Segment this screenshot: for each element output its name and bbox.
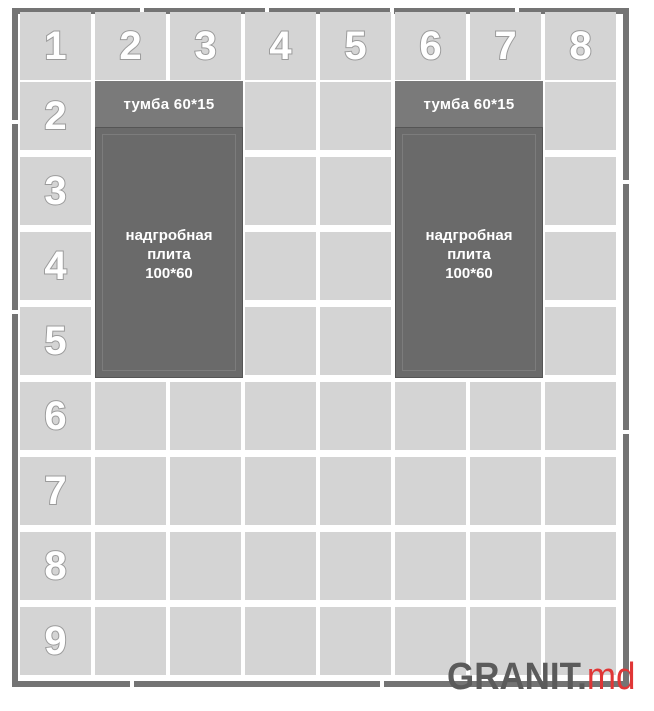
right-slab-label-line1: надгробная [425,227,513,244]
left-tombstone-slab [95,127,243,378]
floor-tile [545,382,616,450]
floor-tile [320,607,391,675]
row-number-9: 9 [44,618,67,663]
left-pedestal-header [95,81,243,127]
row-number-7: 7 [44,468,67,513]
right-tombstone-slab [395,127,543,378]
border-notch [12,120,18,124]
granit-logo [447,655,635,699]
border-right [623,8,629,687]
left-slab-label-line1: надгробная [125,227,213,244]
floor-tile [245,307,316,375]
floor-tile [545,532,616,600]
floor-tile [245,232,316,300]
border-notch [130,681,134,687]
right-pedestal-header [395,81,543,127]
floor-tile [470,457,541,525]
floor-tile [545,232,616,300]
left-pedestal-label: тумба 60*15 [123,95,215,113]
row-number-6: 6 [44,393,67,438]
floor-tile [170,532,241,600]
row-number-4: 4 [44,243,67,288]
right-slab-label-line2: плита [447,246,491,263]
left-slab-label-line2: плита [147,246,191,263]
floor-tile [395,382,466,450]
floor-tile [470,532,541,600]
floor-tile [245,382,316,450]
right-slab-label [396,226,542,283]
floor-tile [170,382,241,450]
floor-tile [320,82,391,150]
column-number-6: 6 [419,23,442,68]
row-number-3: 3 [44,168,67,213]
floor-tile [320,307,391,375]
floor-tile [95,607,166,675]
column-number-5: 5 [344,23,367,68]
floor-tile [545,457,616,525]
column-number-1: 1 [44,23,67,68]
floor-tile [170,607,241,675]
border-notch [623,180,629,184]
floor-tile [95,532,166,600]
column-number-4: 4 [269,23,292,68]
logo-dot-text: . [577,656,587,698]
floor-tile [245,457,316,525]
floor-tile [545,307,616,375]
floor-tile [170,457,241,525]
border-notch [380,681,384,687]
left-slab-label [96,226,242,283]
floor-tile [395,532,466,600]
column-number-2: 2 [119,23,142,68]
floor-tile [95,457,166,525]
floor-tile [320,232,391,300]
floor-tile [470,382,541,450]
row-number-2: 2 [44,93,67,138]
left-slab-label-line3: 100*60 [145,265,193,282]
column-number-3: 3 [194,23,217,68]
border-notch [623,430,629,434]
right-slab-label-line3: 100*60 [445,265,493,282]
floor-tile [245,157,316,225]
floor-tile [320,382,391,450]
right-pedestal-label: тумба 60*15 [423,95,515,113]
floor-tile [95,382,166,450]
logo-main-text: GRANIT [447,656,578,698]
floor-tile [245,607,316,675]
floor-tile [395,457,466,525]
column-number-8: 8 [569,23,592,68]
floor-tile [320,532,391,600]
floor-tile [545,82,616,150]
row-number-8: 8 [44,543,67,588]
logo-tld-text: md [586,656,636,698]
floor-tile [320,157,391,225]
border-notch [12,310,18,314]
floor-tile [245,532,316,600]
floor-tile [245,82,316,150]
floor-tile [545,157,616,225]
column-number-7: 7 [494,23,517,68]
row-number-5: 5 [44,318,67,363]
border-left [12,8,18,687]
floor-tile [320,457,391,525]
